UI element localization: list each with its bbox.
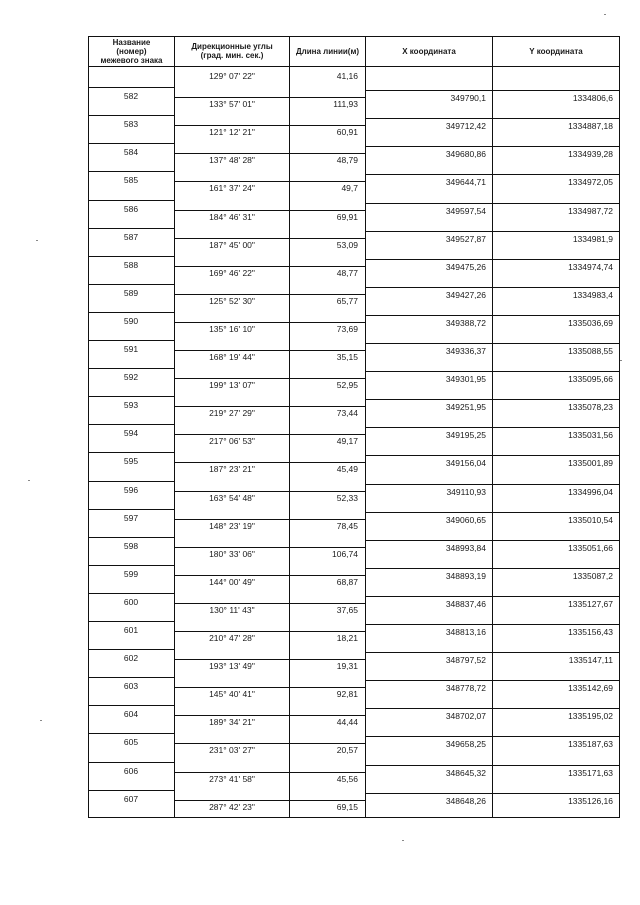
point-name: 584 bbox=[123, 147, 139, 158]
line-length: 49,7 bbox=[341, 183, 358, 194]
segment-row-rule bbox=[174, 519, 365, 520]
x-coordinate: 349336,37 bbox=[445, 346, 486, 356]
direction-angle: 184° 46' 31" bbox=[209, 211, 255, 222]
name-row-rule bbox=[88, 256, 174, 257]
point-name: 601 bbox=[123, 625, 139, 635]
scan-speck bbox=[28, 480, 30, 481]
point-name: 596 bbox=[123, 484, 139, 495]
line-length: 18,21 bbox=[336, 633, 358, 643]
coordinate-row-rule bbox=[366, 512, 619, 513]
direction-angle: 144° 00' 49" bbox=[209, 576, 255, 587]
segment-row-rule bbox=[174, 181, 365, 182]
y-coordinate: 1334972,05 bbox=[568, 177, 613, 188]
x-coordinate: 349427,26 bbox=[445, 289, 486, 300]
name-row-rule bbox=[88, 143, 174, 144]
name-row-rule bbox=[88, 790, 174, 791]
y-coordinate: 1335156,43 bbox=[568, 627, 613, 637]
segment-row-rule bbox=[174, 800, 365, 801]
point-name: 582 bbox=[123, 91, 139, 102]
point-name: 592 bbox=[123, 372, 139, 383]
point-name: 606 bbox=[123, 765, 139, 776]
point-name: 586 bbox=[123, 203, 139, 214]
line-length: 111,93 bbox=[333, 99, 358, 110]
segment-row-rule bbox=[174, 406, 365, 407]
y-coordinate: 1335087,2 bbox=[572, 570, 613, 581]
coordinate-row-rule bbox=[366, 315, 619, 316]
name-row-rule bbox=[88, 368, 174, 369]
point-name: 585 bbox=[123, 175, 139, 186]
name-row-rule bbox=[88, 537, 174, 538]
direction-angle: 137° 48' 28" bbox=[209, 155, 255, 166]
y-coordinate: 1335142,69 bbox=[568, 683, 613, 694]
header-length: Длина линии(м) bbox=[295, 46, 360, 56]
direction-angle: 168° 19' 44" bbox=[209, 352, 255, 362]
line-length: 52,95 bbox=[336, 380, 358, 391]
name-row-rule bbox=[88, 649, 174, 650]
y-coordinate: 1334806,6 bbox=[572, 93, 613, 104]
coordinate-row-rule bbox=[366, 174, 619, 175]
point-name: 599 bbox=[123, 568, 139, 579]
name-row-rule bbox=[88, 312, 174, 313]
coordinate-row-rule bbox=[366, 343, 619, 344]
x-coordinate: 349156,04 bbox=[445, 458, 486, 469]
line-length: 35,15 bbox=[336, 352, 358, 362]
y-coordinate: 1334939,28 bbox=[568, 149, 613, 160]
y-coordinate: 1335127,67 bbox=[568, 598, 613, 609]
name-row-rule bbox=[88, 621, 174, 622]
coordinate-row-rule bbox=[366, 708, 619, 709]
coordinate-row-rule bbox=[366, 118, 619, 119]
direction-angle: 161° 37' 24" bbox=[209, 183, 255, 194]
line-length: 69,91 bbox=[336, 211, 358, 222]
y-coordinate: 1334983,4 bbox=[572, 289, 613, 300]
point-name: 587 bbox=[123, 231, 139, 242]
name-row-rule bbox=[88, 115, 174, 116]
x-coordinate: 348893,19 bbox=[445, 570, 486, 581]
name-row-rule bbox=[88, 396, 174, 397]
segment-row-rule bbox=[174, 350, 365, 351]
line-length: 65,77 bbox=[336, 295, 358, 306]
y-coordinate: 1334981,9 bbox=[572, 233, 613, 244]
segment-row-rule bbox=[174, 715, 365, 716]
x-coordinate: 349790,1 bbox=[450, 93, 486, 104]
line-length: 45,49 bbox=[336, 464, 358, 475]
point-name: 598 bbox=[123, 540, 139, 551]
x-coordinate: 348993,84 bbox=[445, 542, 486, 553]
y-coordinate: 1335001,89 bbox=[568, 458, 613, 469]
segment-row-rule bbox=[174, 575, 365, 576]
coordinate-row-rule bbox=[366, 793, 619, 794]
direction-angle: 125° 52' 30" bbox=[209, 295, 255, 306]
direction-angle: 231° 03' 27" bbox=[209, 745, 255, 756]
y-coordinate: 1335195,02 bbox=[568, 711, 613, 722]
x-coordinate: 348645,32 bbox=[445, 767, 486, 778]
segment-row-rule bbox=[174, 659, 365, 660]
direction-angle: 187° 23' 21" bbox=[209, 464, 255, 475]
direction-angle: 133° 57' 01" bbox=[209, 99, 255, 110]
direction-angle: 148° 23' 19" bbox=[209, 520, 255, 531]
header-y: Y координата bbox=[529, 46, 583, 56]
coordinate-row-rule bbox=[366, 484, 619, 485]
point-name: 590 bbox=[123, 315, 139, 326]
direction-angle: 129° 07' 22" bbox=[209, 71, 255, 81]
point-name: 605 bbox=[123, 737, 139, 748]
x-coordinate: 349680,86 bbox=[445, 149, 486, 160]
scan-speck bbox=[620, 360, 622, 361]
name-row-rule bbox=[88, 340, 174, 341]
direction-angle: 193° 13' 49" bbox=[209, 661, 255, 672]
point-name: 607 bbox=[123, 793, 139, 804]
x-coordinate: 349712,42 bbox=[445, 121, 486, 132]
line-length: 44,44 bbox=[336, 717, 358, 728]
point-name: 593 bbox=[123, 400, 139, 411]
segment-row-rule bbox=[174, 210, 365, 211]
direction-angle: 273° 41' 58" bbox=[209, 773, 255, 784]
direction-angle: 187° 45' 00" bbox=[209, 239, 255, 250]
coordinate-row-rule bbox=[366, 652, 619, 653]
name-row-rule bbox=[88, 481, 174, 482]
y-coordinate: 1335010,54 bbox=[568, 514, 613, 525]
point-name: 583 bbox=[123, 119, 139, 130]
x-coordinate: 349301,95 bbox=[445, 374, 486, 385]
x-coordinate: 349658,25 bbox=[445, 739, 486, 750]
coordinate-row-rule bbox=[366, 680, 619, 681]
segment-row-rule bbox=[174, 125, 365, 126]
name-row-rule bbox=[88, 705, 174, 706]
point-name: 594 bbox=[123, 428, 139, 439]
x-coordinate: 349644,71 bbox=[445, 177, 486, 188]
y-coordinate: 1335187,63 bbox=[568, 739, 613, 750]
direction-angle: 121° 12' 21" bbox=[209, 127, 255, 138]
coordinate-row-rule bbox=[366, 146, 619, 147]
point-name: 600 bbox=[123, 596, 139, 607]
x-coordinate: 348813,16 bbox=[445, 627, 486, 637]
line-length: 48,79 bbox=[336, 155, 358, 166]
y-coordinate: 1335095,66 bbox=[568, 374, 613, 385]
point-name: 603 bbox=[123, 681, 139, 692]
line-length: 68,87 bbox=[336, 576, 358, 587]
name-row-rule bbox=[88, 228, 174, 229]
direction-angle: 145° 40' 41" bbox=[209, 689, 255, 700]
segment-row-rule bbox=[174, 322, 365, 323]
name-row-rule bbox=[88, 171, 174, 172]
y-coordinate: 1335051,66 bbox=[568, 542, 613, 553]
y-coordinate: 1335171,63 bbox=[568, 767, 613, 778]
name-row-rule bbox=[88, 452, 174, 453]
direction-angle: 217° 06' 53" bbox=[209, 436, 255, 447]
line-length: 20,57 bbox=[336, 745, 358, 756]
coordinate-row-rule bbox=[366, 540, 619, 541]
point-name: 595 bbox=[123, 456, 139, 467]
header-name: Название (номер) межевого знака bbox=[100, 37, 163, 65]
coordinate-row-rule bbox=[366, 624, 619, 625]
direction-angle: 130° 11' 43" bbox=[209, 604, 255, 615]
line-length: 19,31 bbox=[336, 661, 358, 672]
segment-row-rule bbox=[174, 378, 365, 379]
direction-angle: 135° 16' 10" bbox=[209, 323, 255, 334]
line-length: 78,45 bbox=[336, 520, 358, 531]
segment-row-rule bbox=[174, 462, 365, 463]
point-name: 588 bbox=[123, 259, 139, 270]
coordinate-row-rule bbox=[366, 399, 619, 400]
name-row-rule bbox=[88, 87, 174, 88]
x-coordinate: 349597,54 bbox=[445, 205, 486, 216]
segment-row-rule bbox=[174, 603, 365, 604]
name-row-rule bbox=[88, 424, 174, 425]
name-row-rule bbox=[88, 762, 174, 763]
coordinate-row-rule bbox=[366, 736, 619, 737]
point-name: 604 bbox=[123, 709, 139, 720]
x-coordinate: 349251,95 bbox=[445, 402, 486, 413]
segment-row-rule bbox=[174, 631, 365, 632]
x-coordinate: 349110,93 bbox=[446, 486, 486, 497]
coordinate-row-rule bbox=[366, 455, 619, 456]
segment-row-rule bbox=[174, 153, 365, 154]
direction-angle: 180° 33' 06" bbox=[209, 548, 255, 559]
y-coordinate: 1335031,56 bbox=[568, 430, 613, 441]
scan-speck bbox=[40, 720, 42, 721]
scan-speck bbox=[604, 14, 606, 15]
line-length: 48,77 bbox=[336, 267, 358, 278]
point-name: 589 bbox=[123, 287, 139, 298]
point-name: 591 bbox=[123, 344, 139, 354]
line-length: 49,17 bbox=[336, 436, 358, 447]
direction-angle: 189° 34' 21" bbox=[209, 717, 255, 728]
x-coordinate: 349475,26 bbox=[445, 261, 486, 272]
coordinate-row-rule bbox=[366, 287, 619, 288]
scan-speck bbox=[36, 240, 38, 241]
name-row-rule bbox=[88, 284, 174, 285]
name-row-rule bbox=[88, 509, 174, 510]
direction-angle: 219° 27' 29" bbox=[209, 408, 255, 419]
line-length: 73,69 bbox=[336, 323, 358, 334]
name-row-rule bbox=[88, 733, 174, 734]
direction-angle: 210° 47' 28" bbox=[209, 633, 255, 643]
segment-row-rule bbox=[174, 743, 365, 744]
table-border-right bbox=[619, 36, 620, 818]
direction-angle: 287° 42' 23" bbox=[209, 801, 255, 812]
y-coordinate: 1335088,55 bbox=[568, 346, 613, 356]
y-coordinate: 1335126,16 bbox=[568, 795, 613, 806]
line-length: 45,56 bbox=[336, 773, 358, 784]
x-coordinate: 348702,07 bbox=[445, 711, 486, 722]
point-name: 602 bbox=[123, 653, 139, 664]
y-coordinate: 1335036,69 bbox=[568, 317, 613, 328]
name-row-rule bbox=[88, 677, 174, 678]
segment-row-rule bbox=[174, 238, 365, 239]
name-row-rule bbox=[88, 565, 174, 566]
segment-row-rule bbox=[174, 772, 365, 773]
coordinates-table bbox=[88, 36, 620, 818]
line-length: 60,91 bbox=[336, 127, 358, 138]
line-length: 73,44 bbox=[336, 408, 358, 419]
line-length: 37,65 bbox=[336, 604, 358, 615]
line-length: 106,74 bbox=[332, 548, 358, 559]
x-coordinate: 349527,87 bbox=[445, 233, 486, 244]
y-coordinate: 1334987,72 bbox=[568, 205, 613, 216]
coordinate-row-rule bbox=[366, 568, 619, 569]
line-length: 41,16 bbox=[336, 71, 358, 81]
x-coordinate: 349195,25 bbox=[445, 430, 486, 441]
segment-row-rule bbox=[174, 687, 365, 688]
y-coordinate: 1334996,04 bbox=[568, 486, 613, 497]
header-divider bbox=[88, 66, 620, 67]
direction-angle: 199° 13' 07" bbox=[209, 380, 255, 391]
y-coordinate: 1335078,23 bbox=[568, 402, 613, 413]
x-coordinate: 349060,65 bbox=[445, 514, 486, 525]
segment-row-rule bbox=[174, 266, 365, 267]
y-coordinate: 1335147,11 bbox=[568, 655, 613, 666]
x-coordinate: 348837,46 bbox=[445, 598, 486, 609]
header-angle: Дирекционные углы (град. мин. сек.) bbox=[191, 42, 273, 60]
name-row-rule bbox=[88, 593, 174, 594]
direction-angle: 163° 54' 48" bbox=[209, 492, 255, 503]
coordinate-row-rule bbox=[366, 765, 619, 766]
segment-row-rule bbox=[174, 294, 365, 295]
coordinate-row-rule bbox=[366, 427, 619, 428]
line-length: 52,33 bbox=[336, 492, 358, 503]
line-length: 69,15 bbox=[336, 801, 358, 812]
scan-speck bbox=[402, 840, 404, 841]
coordinate-row-rule bbox=[366, 596, 619, 597]
segment-row-rule bbox=[174, 434, 365, 435]
table-border-bottom bbox=[88, 817, 620, 818]
line-length: 53,09 bbox=[336, 239, 358, 250]
direction-angle: 169° 46' 22" bbox=[209, 267, 255, 278]
coordinate-row-rule bbox=[366, 203, 619, 204]
line-length: 92,81 bbox=[336, 689, 358, 700]
coordinate-row-rule bbox=[366, 90, 619, 91]
point-name: 597 bbox=[123, 512, 139, 523]
segment-row-rule bbox=[174, 491, 365, 492]
coordinate-row-rule bbox=[366, 259, 619, 260]
segment-row-rule bbox=[174, 547, 365, 548]
x-coordinate: 348648,26 bbox=[445, 795, 486, 806]
segment-row-rule bbox=[174, 97, 365, 98]
name-row-rule bbox=[88, 200, 174, 201]
y-coordinate: 1334887,18 bbox=[568, 121, 613, 132]
x-coordinate: 348797,52 bbox=[445, 655, 486, 666]
x-coordinate: 349388,72 bbox=[445, 317, 486, 328]
x-coordinate: 348778,72 bbox=[445, 683, 486, 694]
coordinate-row-rule bbox=[366, 371, 619, 372]
coordinate-row-rule bbox=[366, 231, 619, 232]
y-coordinate: 1334974,74 bbox=[568, 261, 613, 272]
header-x: X координата bbox=[402, 46, 456, 56]
